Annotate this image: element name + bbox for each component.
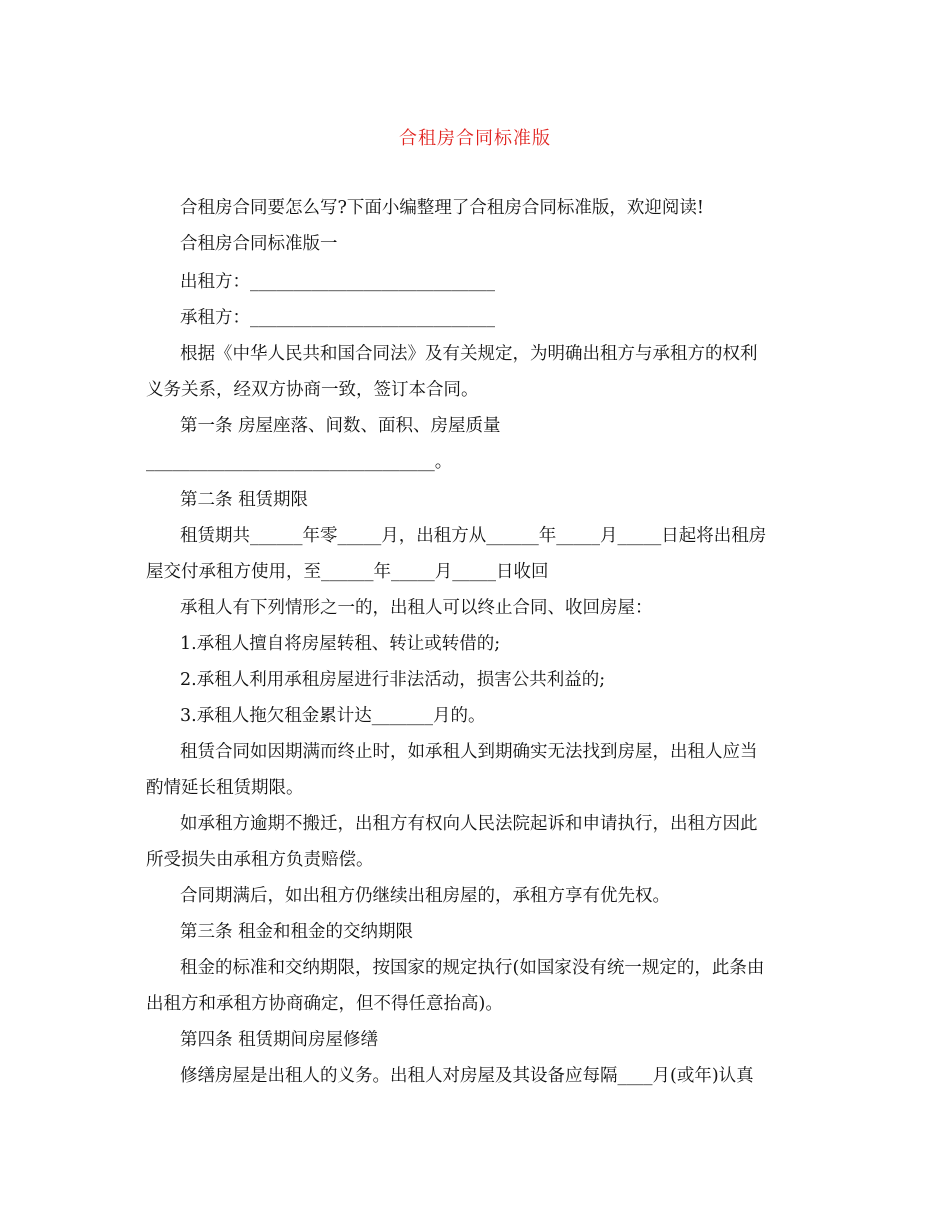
lessor-field: 出租方：____________________________ (180, 272, 495, 292)
blank-line: _________________________________。 (146, 452, 453, 472)
paragraph-line: 租赁期共______年零_____月，出租方从______年_____月_____日起将出租房 (180, 526, 767, 546)
article-heading: 第三条 租金和租金的交纳期限 (180, 922, 414, 942)
intro-paragraph: 合租房合同要怎么写?下面小编整理了合租房合同标准版，欢迎阅读! (180, 198, 704, 218)
list-item: 3.承租人拖欠租金累计达_______月的。 (180, 706, 486, 726)
paragraph-line: 出租方和承租方协商确定，但不得任意抬高)。 (146, 994, 503, 1014)
paragraph-line: 租金的标准和交纳期限，按国家的规定执行(如国家没有统一规定的，此条由 (180, 958, 765, 978)
paragraph-line: 合同期满后，如出租方仍继续出租房屋的，承租方享有优先权。 (180, 886, 670, 906)
article-heading: 第一条 房屋座落、间数、面积、房屋质量 (180, 416, 501, 436)
paragraph-line: 租赁合同如因期满而终止时，如承租人到期确实无法找到房屋，出租人应当 (180, 742, 758, 762)
list-item: 2.承租人利用承租房屋进行非法活动，损害公共利益的; (180, 670, 606, 690)
paragraph-line: 根据《中华人民共和国合同法》及有关规定，为明确出租方与承租方的权利 (180, 344, 758, 364)
paragraph-line: 承租人有下列情形之一的，出租人可以终止合同、收回房屋： (180, 598, 653, 618)
paragraph-line: 义务关系，经双方协商一致，签订本合同。 (146, 380, 479, 400)
paragraph-line: 屋交付承租方使用，至______年_____月_____日收回 (146, 562, 549, 582)
version-heading: 合租房合同标准版一 (180, 234, 338, 254)
article-heading: 第四条 租赁期间房屋修缮 (180, 1030, 379, 1050)
paragraph-line: 修缮房屋是出租人的义务。出租人对房屋及其设备应每隔____月(或年)认真 (180, 1066, 754, 1086)
article-heading: 第二条 租赁期限 (180, 490, 309, 510)
paragraph-line: 如承租方逾期不搬迁，出租方有权向人民法院起诉和申请执行，出租方因此 (180, 814, 758, 834)
lessee-field: 承租方：____________________________ (180, 308, 495, 328)
list-item: 1.承租人擅自将房屋转租、转让或转借的; (180, 634, 501, 654)
document-title: 合租房合同标准版 (399, 128, 551, 149)
paragraph-line: 所受损失由承租方负责赔偿。 (146, 850, 374, 870)
paragraph-line: 酌情延长租赁期限。 (146, 778, 304, 798)
